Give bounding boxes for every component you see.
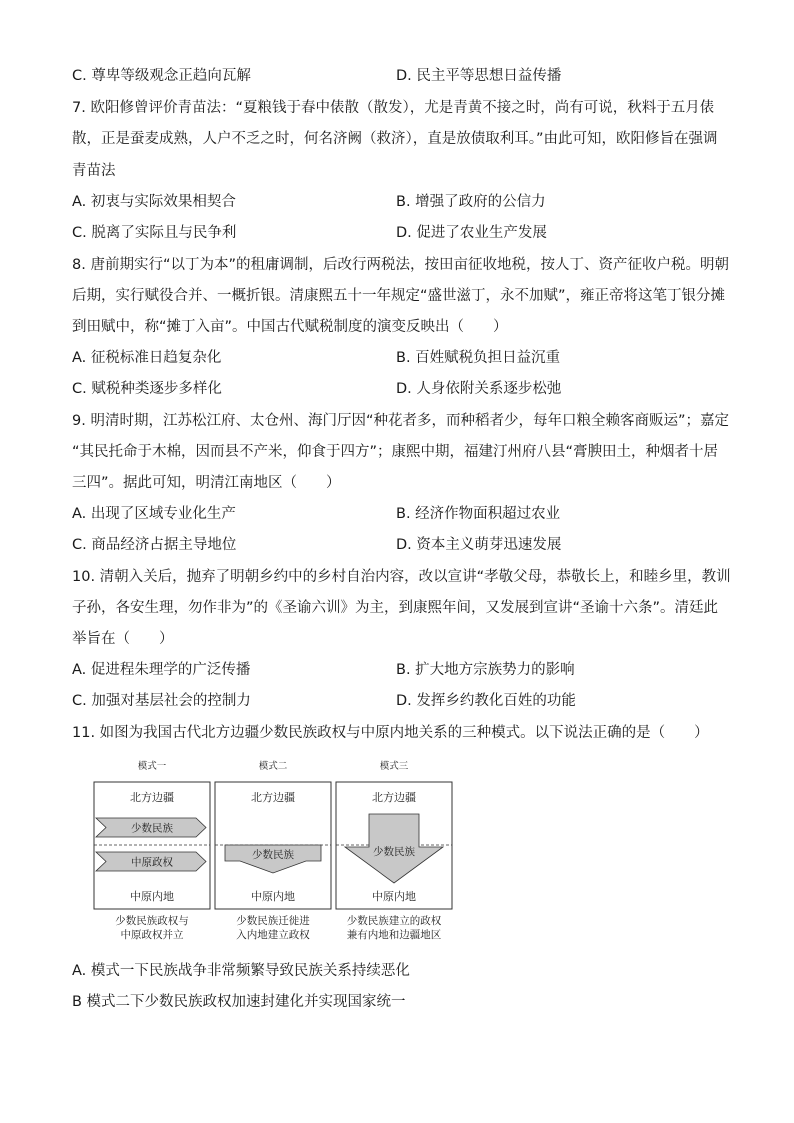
q8-option-d: D. 人身依附关系逐步松弛: [396, 381, 562, 397]
mode-2-title: 模式二: [258, 761, 288, 772]
q8-stem-line-2: 后期，实行赋役合并、一概折银。清康熙五十一年规定“盛世滋丁，永不加赋”，雍正帝将这笔丁银分摊: [72, 288, 726, 304]
q9-stem-line-2: “其民托命于木棉，因而县不产米，仰食于四方”；康熙中期，福建汀州府八县“膏腴田土，种烟者十居: [72, 444, 719, 460]
mode-3-central-label: 中原内地: [372, 890, 416, 903]
q9-option-a: A. 出现了区域专业化生产: [72, 506, 236, 522]
q8-option-a: A. 征税标准日趋复杂化: [72, 350, 222, 366]
q10-stem-line-2: 子孙，各安生理，勿作非为”的《圣谕六训》为主，到康熙年间，又发展到宣讲“圣谕十六条”。清廷此: [72, 600, 719, 616]
q11-stem: 11. 如图为我国古代北方边疆少数民族政权与中原内地关系的三种模式。以下说法正确的是（ ）: [72, 725, 709, 741]
q8-stem-line-3: 到田赋中，称“摊丁入亩”。中国古代赋税制度的演变反映出（ ）: [72, 319, 508, 335]
q10-option-c: C. 加强对基层社会的控制力: [72, 693, 251, 709]
mode-3-minority-label: 少数民族: [373, 846, 415, 858]
q7-option-a: A. 初衷与实际效果相契合: [72, 194, 236, 210]
q11-option-b: B 模式二下少数民族政权加速封建化并实现国家统一: [72, 994, 406, 1010]
mode-2-north-label: 北方边疆: [251, 791, 295, 804]
q7-stem-line-2: 散，正是蚕麦成熟，人户不乏之时，何名济阙（救济），直是放债取利耳。”由此可知，欧阳修旨在强调: [72, 131, 718, 147]
q11-option-a: A. 模式一下民族战争非常频繁导致民族关系持续恶化: [72, 963, 410, 979]
q8-option-b: B. 百姓赋税负担日益沉重: [396, 350, 561, 366]
three-modes-figure: [88, 757, 458, 947]
mode-2-caption-line-1: 少数民族迁徙进: [236, 915, 310, 927]
mode-1-caption-line-1: 少数民族政权与: [115, 915, 189, 927]
mode-3-title: 模式三: [379, 761, 409, 772]
mode-2-caption-line-2: 入内地建立政权: [236, 929, 310, 941]
mode-2-minority-label: 少数民族: [252, 849, 294, 861]
q7-option-b: B. 增强了政府的公信力: [396, 194, 546, 210]
mode-2-panel: [215, 782, 331, 909]
q9-stem-line-3: 三四”。据此可知，明清江南地区（ ）: [72, 475, 341, 491]
mode-1-panel: [94, 782, 210, 909]
q10-option-a: A. 促进程朱理学的广泛传播: [72, 662, 251, 678]
q7-option-d: D. 促进了农业生产发展: [396, 225, 547, 241]
q10-option-d: D. 发挥乡约教化百姓的功能: [396, 693, 576, 709]
q7-stem-line-1: 7. 欧阳修曾评价青苗法：“夏粮钱于春中俵散（散发），尤是青黄不接之时，尚有可说，秋料于五月俵: [72, 100, 715, 116]
mode-1-north-label: 北方边疆: [130, 791, 174, 804]
q6-option-d: D. 民主平等思想日益传播: [396, 68, 562, 84]
mode-1-caption-line-2: 中原政权并立: [120, 929, 184, 941]
mode-3-caption-line-1: 少数民族建立的政权: [346, 915, 442, 927]
mode-2-central-label: 中原内地: [251, 890, 295, 903]
mode-3-caption-line-2: 兼有内地和边疆地区: [346, 929, 442, 941]
q10-option-b: B. 扩大地方宗族势力的影响: [396, 662, 575, 678]
q9-option-b: B. 经济作物面积超过农业: [396, 506, 561, 522]
mode-1-central-label: 中原内地: [130, 890, 174, 903]
q7-stem-line-3: 青苗法: [72, 163, 116, 179]
q8-stem-line-1: 8. 唐前期实行“以丁为本”的租庸调制，后改行两税法，按田亩征收地税，按人丁、资产征收户税。明朝: [72, 257, 729, 273]
q9-option-c: C. 商品经济占据主导地位: [72, 537, 237, 553]
q9-option-d: D. 资本主义萌芽迅速发展: [396, 537, 562, 553]
q10-stem-line-3: 举旨在（ ）: [72, 631, 174, 647]
mode-3-panel: [336, 782, 452, 909]
q8-option-c: C. 赋税种类逐步多样化: [72, 381, 222, 397]
mode-1-title: 模式一: [137, 761, 167, 772]
q10-stem-line-1: 10. 清朝入关后，抛弃了明朝乡约中的乡村自治内容，改以宣讲“孝敬父母，恭敬长上，和睦乡里，教训: [72, 569, 731, 585]
q7-option-c: C. 脱离了实际且与民争利: [72, 225, 237, 241]
mode-3-north-label: 北方边疆: [372, 791, 416, 804]
q6-option-c: C. 尊卑等级观念正趋向瓦解: [72, 68, 251, 84]
mode-1-central-regime-label: 中原政权: [131, 856, 173, 869]
q9-stem-line-1: 9. 明清时期，江苏松江府、太仓州、海门厅因“种花者多，而种稻者少，每年口粮全赖客商贩运”；嘉定: [72, 413, 729, 429]
mode-1-minority-label: 少数民族: [131, 822, 173, 835]
